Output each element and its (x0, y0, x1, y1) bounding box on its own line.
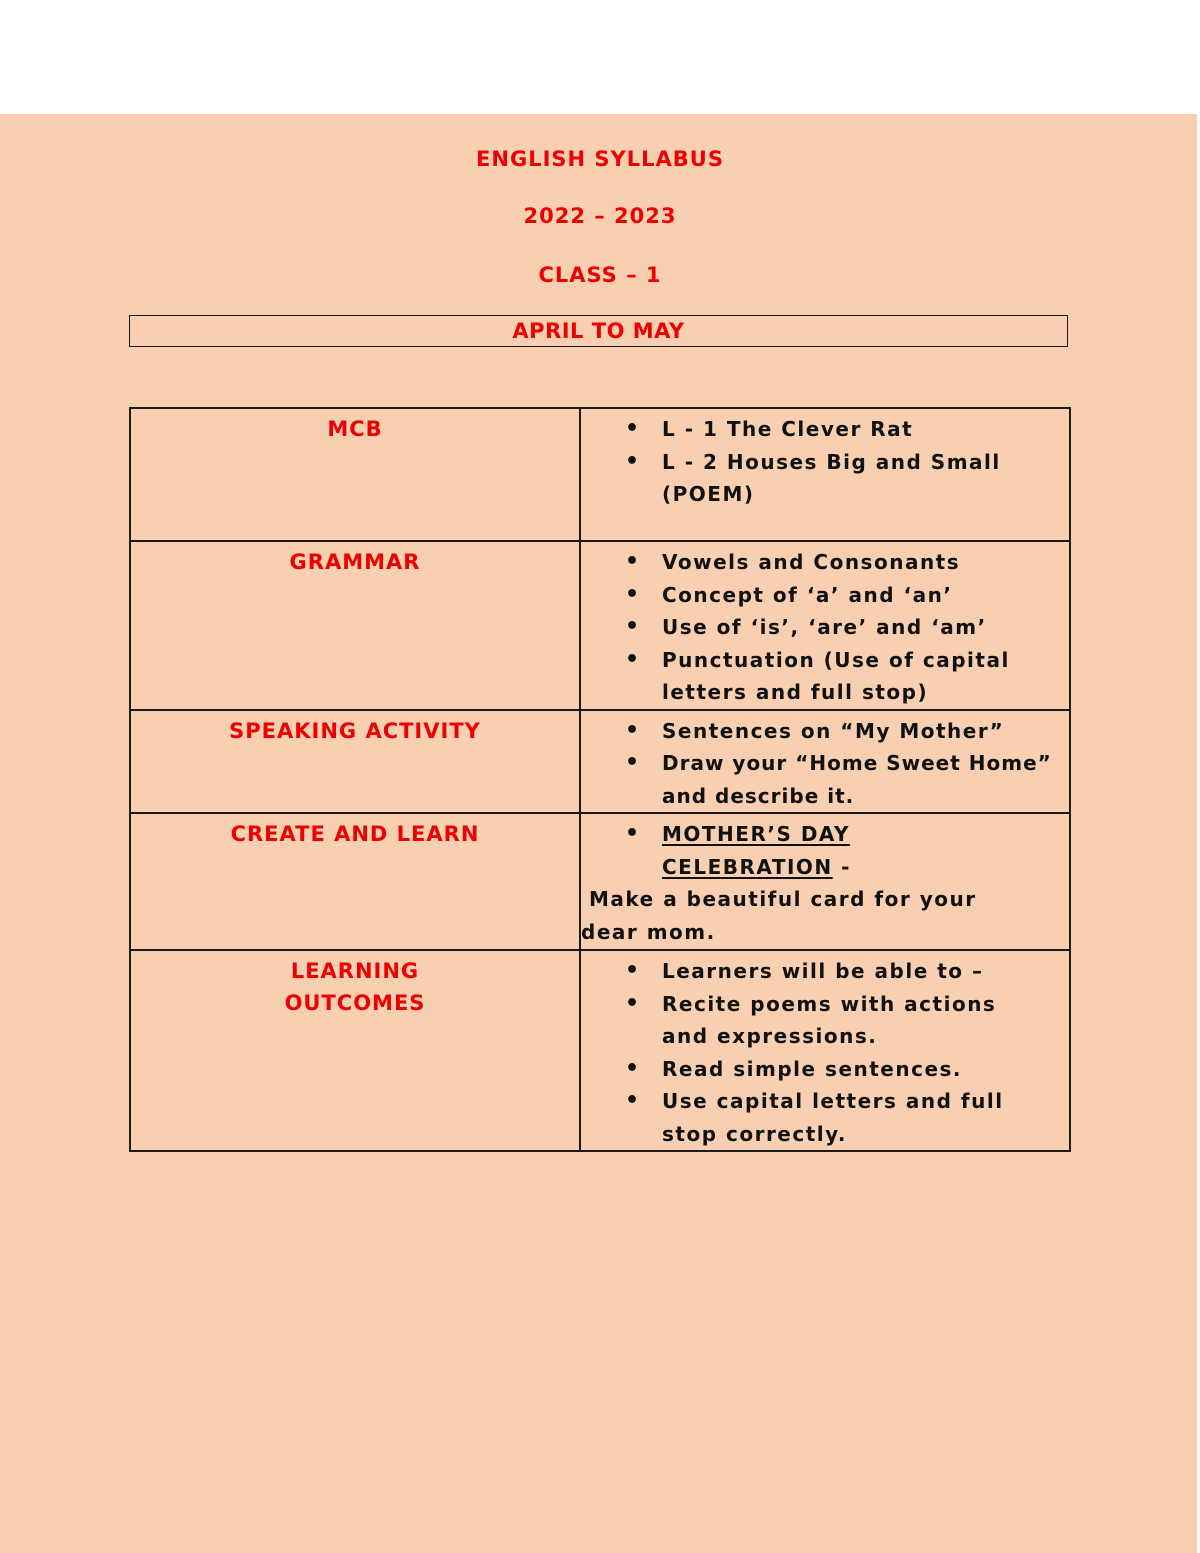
period-header: APRIL TO MAY (129, 315, 1068, 347)
topic-list (581, 951, 1069, 1150)
subject-cell (130, 950, 580, 1151)
list-item: • Punctuation (Use of capital letters and full stop) (581, 644, 1069, 709)
academic-year: 2022 – 2023 (523, 204, 677, 228)
topic-list (581, 409, 1069, 511)
list-item: • Read simple sentences. (581, 1053, 1069, 1086)
list-item: • Learners will be able to – (581, 955, 1069, 988)
subject-cell (130, 541, 580, 710)
activity-note: dear mom. (581, 920, 716, 944)
topics-cell (580, 541, 1070, 710)
event-suffix: - (832, 854, 851, 879)
list-item: • Sentences on “My Mother” (581, 715, 1069, 748)
topic-list (581, 711, 1069, 813)
subject-label: LEARNING OUTCOMES (284, 959, 426, 1015)
list-item: • Recite poems with actions and expressions. (581, 988, 1069, 1053)
subject-label: CREATE AND LEARN (230, 822, 480, 846)
list-item: • Concept of ‘a’ and ‘an’ (581, 579, 1069, 612)
syllabus-table (129, 407, 1071, 1152)
topic-list (581, 542, 1069, 709)
topics-cell (580, 813, 1070, 950)
table-row (130, 408, 1070, 541)
document-title: ENGLISH SYLLABUS (476, 147, 724, 171)
topics-cell (580, 950, 1070, 1151)
list-item: • L - 2 Houses Big and Small (POEM) (581, 446, 1069, 511)
subject-label: SPEAKING ACTIVITY (229, 718, 481, 743)
activity-note: Make a beautiful card for your (589, 887, 977, 911)
list-item: • Use of ‘is’, ‘are’ and ‘am’ (581, 611, 1069, 644)
table-row (130, 950, 1070, 1151)
subject-label: GRAMMAR (289, 550, 421, 574)
subject-cell (130, 408, 580, 541)
topics-cell (580, 408, 1070, 541)
class-label: CLASS – 1 (538, 263, 662, 287)
topics-cell (580, 710, 1070, 814)
table-row (130, 541, 1070, 710)
list-item (581, 818, 1069, 883)
event-title: MOTHER’S DAY CELEBRATION (662, 822, 850, 879)
list-item: • L - 1 The Clever Rat (581, 413, 1069, 446)
subject-label: MCB (327, 417, 383, 441)
table-row (130, 813, 1070, 950)
subject-cell (130, 710, 580, 814)
topic-list (581, 814, 1069, 883)
table-row (130, 710, 1070, 814)
list-item: • Draw your “Home Sweet Home” and describe it. (581, 747, 1069, 812)
subject-cell (130, 813, 580, 950)
list-item: • Vowels and Consonants (581, 546, 1069, 579)
list-item: • Use capital letters and full stop correctly. (581, 1085, 1069, 1150)
